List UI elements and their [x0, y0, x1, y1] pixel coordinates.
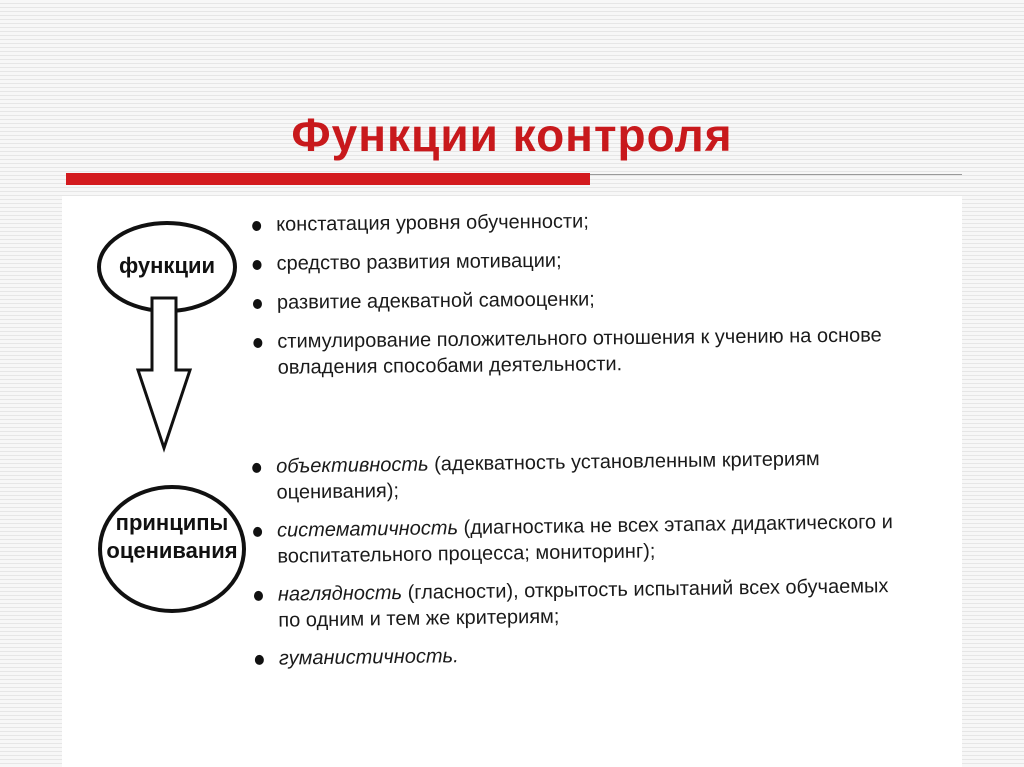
principles-node-label-line2: оценивания — [106, 538, 238, 563]
title-divider-line — [590, 174, 962, 175]
functions-list-item: средство развития мотивации; — [252, 244, 892, 277]
principles-node-label — [100, 509, 244, 565]
functions-list-item: развитие адекватной самооценки; — [253, 283, 893, 316]
principle-term: наглядность — [277, 581, 403, 606]
principle-description: (гласности), открытость испытаний всех обучаемых по одним и тем же критериям; — [278, 575, 889, 632]
principles-list-item — [254, 573, 915, 634]
functions-node-label: функции — [118, 253, 216, 278]
slide-title: Функции контроля — [291, 109, 733, 161]
principle-term: систематичность — [276, 517, 459, 542]
principles-node-label-line1: принципы — [115, 510, 229, 535]
principle-description: (диагностика не всех этапах дидактического и воспитательного процесса; мониторинг); — [277, 511, 893, 568]
functions-list-item: стимулирование положительного отношения к учению на основе овладения способами деятельности. — [253, 322, 894, 381]
functions-list-item: констатация уровня обученности; — [252, 205, 892, 238]
principles-list-item — [253, 509, 914, 570]
title-accent-bar — [66, 173, 590, 185]
scanned-diagram — [62, 196, 962, 767]
principle-term: объективность — [276, 453, 429, 478]
principles-list-item — [252, 445, 913, 506]
down-arrow-icon — [138, 298, 190, 448]
principles-list — [252, 445, 915, 684]
functions-list — [252, 205, 894, 394]
principle-term: гуманистичность. — [278, 645, 459, 670]
principle-description: (адекватность установленным критериям оценивания); — [276, 448, 820, 504]
principles-list-item — [255, 637, 915, 672]
